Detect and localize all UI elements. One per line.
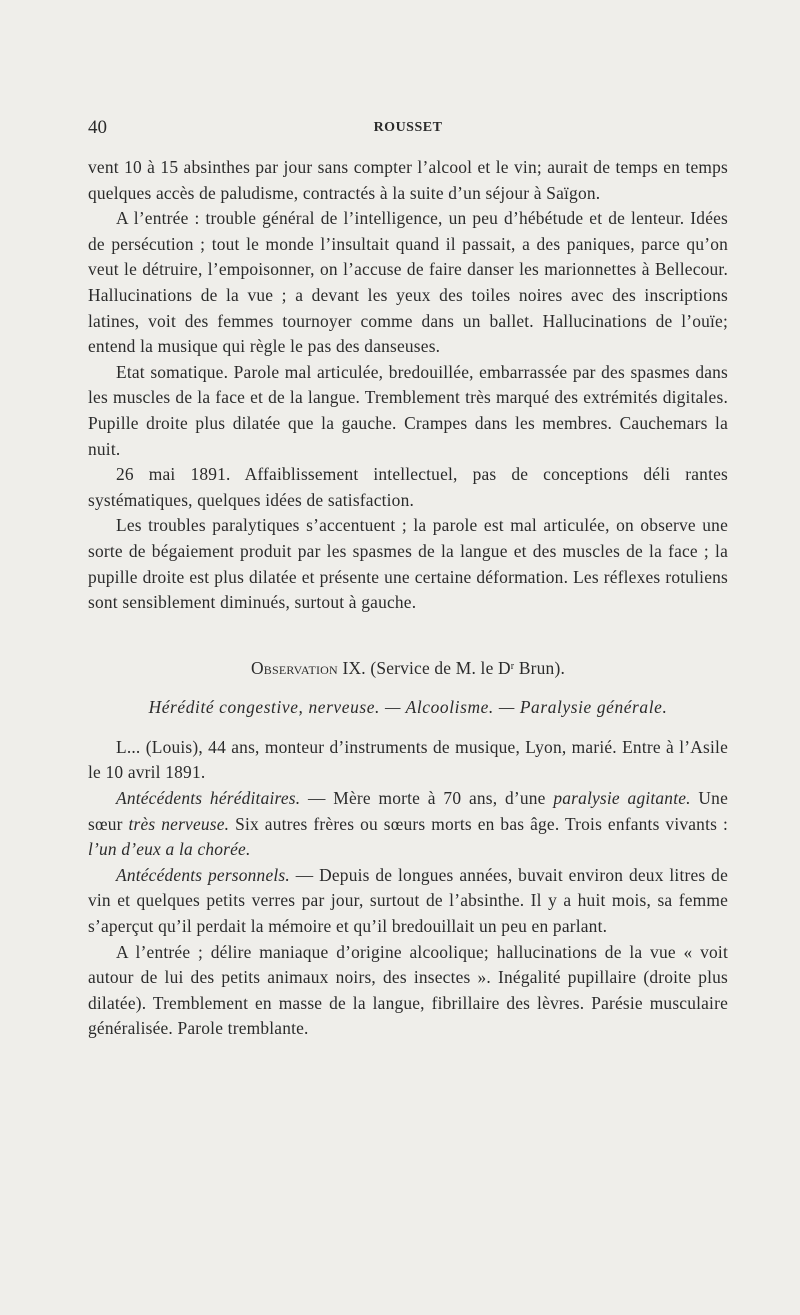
paragraph-personal-history	[88, 863, 728, 940]
service-superscript: r	[510, 660, 515, 672]
service-text: (Service de M. le D	[370, 657, 511, 678]
service-text-end: Brun).	[514, 657, 565, 678]
paragraph-paralytic-troubles: Les troubles paralytiques s’accentuent ; la parole est mal articulée, on observe une sorte de bégaiement produit par les spasmes de la langue et des muscles de la face ; la pupille droite est plus dilatée et présente une certaine déformation. Les réflexes rotuliens sont sensiblement diminués, surtout à gauche.	[88, 515, 728, 613]
italic-run: très nerveuse.	[128, 813, 230, 834]
observation-subtitle: Hérédité congestive, nerveuse. — Alcoolisme. — Paralysie générale.	[148, 697, 668, 718]
text-run: Une sœur	[88, 788, 728, 834]
paragraph-dated-entry: 26 mai 1891. Affaiblissement intellectuel, pas de conceptions déli rantes systématiques, quelques idées de satisfaction.	[88, 464, 728, 510]
text-run: Six autres frères ou sœurs morts en bas âge. Trois enfants vivants :	[229, 813, 728, 834]
italic-run: paralysie agitante.	[553, 788, 691, 809]
text-run: — Mère morte à 70 ans, d’une	[300, 788, 554, 809]
paragraph-hereditary-history	[88, 786, 728, 863]
page-header	[88, 117, 728, 139]
section-lead: Antécédents personnels.	[116, 864, 290, 885]
paragraph-admission-findings: A l’entrée ; délire maniaque d’origine alcoolique; hallucinations de la vue « voit autour de lui des petits animaux noirs, des insectes ». Inégalité pupillaire (droite plus dilatée). Tremblement en masse de la langue, fibrillaire des lèvres. Parésie musculaire généralisée. Parole tremblante.	[88, 941, 728, 1039]
paragraph-somatic-state: Etat somatique. Parole mal articulée, bredouillée, embarrassée par des spasmes dans les muscles de la face et de la langue. Tremblement très marqué des extrémités digitales. Pupille droite plus dilatée que la gauche. Crampes dans les membres. Cauchemars la nuit.	[88, 361, 728, 459]
text-run: — Depuis de longues années, buvait environ deux litres de vin et quelques petits verres par jour, surtout de l’absinthe. Il y a huit mois, sa femme s’aperçut qu’il perdait la mémoire et qu’il bredouillait un peu en parlant.	[88, 864, 728, 937]
body-text	[88, 155, 728, 1042]
observation-label: Observation IX.	[250, 657, 366, 678]
paragraph-continued: vent 10 à 15 absinthes par jour sans compter l’alcool et le vin; aurait de temps en temps quelques accès de paludisme, contractés à la suite d’un séjour à Saïgon.	[88, 157, 728, 203]
paragraph-admission: A l’entrée : trouble général de l’intelligence, un peu d’hébétude et de lenteur. Idées de persécution ; tout le monde l’insultait quand il passait, a des paniques, parce qu’on veut le détruire, l’empoisonner, on l’accuse de faire danser les marionnettes à Bellecour. Hallucinations de la vue ; a devant les yeux des toiles noires avec des inscriptions latines, voit des femmes tournoyer comme dans un ballet. Hallucinations de l’ouïe; entend la musique qui règle le pas des danseuses.	[88, 208, 728, 357]
italic-run: l’un d’eux a la chorée.	[88, 839, 251, 860]
paragraph-patient-identity: L... (Louis), 44 ans, monteur d’instruments de musique, Lyon, marié. Entre à l’Asile le 10 avril 1891.	[88, 736, 728, 783]
observation-service	[370, 658, 565, 678]
running-head: ROUSSET	[373, 120, 443, 135]
page-number: 40	[88, 117, 107, 138]
section-lead: Antécédents héréditaires.	[116, 788, 301, 809]
observation-heading	[88, 656, 728, 682]
